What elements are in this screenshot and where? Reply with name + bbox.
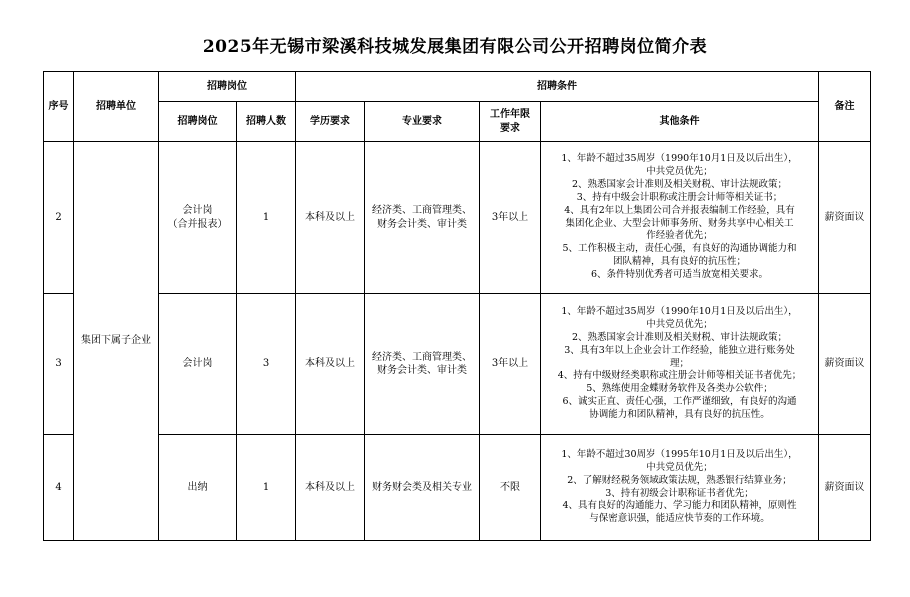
row-major-line1: 经济类、工商管理类、 — [372, 351, 472, 363]
condition-line: 5、熟练使用金蝶财务软件及各类办公软件； — [586, 383, 773, 395]
row-major-line1: 经济类、工商管理类、 — [372, 205, 472, 216]
row-seq: 4 — [44, 435, 74, 541]
header-position: 招聘岗位 — [159, 102, 237, 142]
unit-name: 集团下属子企业 — [74, 142, 159, 541]
header-major: 专业要求 — [365, 102, 480, 142]
condition-line: 3、持有初级会计职称证书者优先； — [605, 487, 754, 499]
condition-line: 中共党员优先； — [646, 319, 713, 331]
row-remarks: 薪资面议 — [819, 142, 871, 294]
row-position-line1: 会计岗 — [182, 205, 213, 216]
row-position — [159, 435, 237, 541]
row-major — [365, 142, 480, 294]
header-experience — [480, 102, 541, 142]
row-position-line1: 出纳 — [187, 481, 208, 493]
condition-line: 2、了解财经税务领域政策法规，熟悉银行结算业务； — [567, 474, 792, 486]
condition-line: 中共党员优先； — [646, 166, 713, 178]
row-remarks: 薪资面议 — [819, 294, 871, 435]
condition-line: 团队精神，具有良好的抗压性； — [612, 255, 746, 267]
condition-line: 4、具有良好的沟通能力、学习能力和团队精神，原则性 — [562, 500, 797, 512]
condition-line: 3、具有3年以上企业会计工作经验，能独立进行账务处 — [564, 344, 795, 356]
header-count: 招聘人数 — [237, 102, 296, 142]
row-position — [159, 294, 237, 435]
row-count: 1 — [237, 435, 296, 541]
condition-line: 集团化企业、大型会计师事务所、财务共享中心相关工 — [565, 217, 794, 229]
condition-line: 4、具有2年以上集团公司合并报表编制工作经验，具有 — [564, 204, 795, 216]
header-other: 其他条件 — [541, 102, 819, 142]
row-remarks: 薪资面议 — [819, 435, 871, 541]
row-conditions — [541, 142, 819, 294]
row-position-line1: 会计岗 — [182, 358, 213, 370]
header-experience-line1: 工作年限 — [490, 109, 530, 120]
row-experience: 3年以上 — [480, 142, 541, 294]
header-row-1 — [44, 72, 871, 102]
header-conditions-group: 招聘条件 — [296, 72, 819, 102]
recruitment-table — [43, 71, 871, 541]
condition-line: 1、年龄不超过30周岁（1995年10月1日及以后出生）， — [561, 449, 798, 461]
row-major — [365, 435, 480, 541]
table-row — [44, 435, 871, 541]
row-major — [365, 294, 480, 435]
row-education: 本科及以上 — [296, 142, 365, 294]
table-row — [44, 142, 871, 294]
condition-line: 4、持有中级财经类职称或注册会计师等相关证书者优先； — [557, 370, 802, 382]
condition-line: 6、条件特别优秀者可适当放宽相关要求。 — [590, 268, 769, 280]
row-count: 3 — [237, 294, 296, 435]
row-experience: 3年以上 — [480, 294, 541, 435]
header-education: 学历要求 — [296, 102, 365, 142]
condition-line: 中共党员优先； — [646, 461, 713, 473]
row-education: 本科及以上 — [296, 294, 365, 435]
condition-line: 5、工作积极主动，责任心强，有良好的沟通协调能力和 — [562, 243, 797, 255]
page-title: 2025年无锡市梁溪科技城发展集团有限公司公开招聘岗位简介表 — [202, 37, 708, 57]
table-row — [44, 294, 871, 435]
condition-line: 1、年龄不超过35周岁（1990年10月1日及以后出生）， — [561, 306, 798, 318]
header-experience-line2: 要求 — [500, 122, 520, 134]
condition-line: 2、熟悉国家会计准则及相关财税、审计法规政策； — [571, 179, 788, 191]
row-major-line1: 财务财会类及相关专业 — [372, 481, 472, 493]
condition-line: 1、年龄不超过35周岁（1990年10月1日及以后出生）， — [561, 153, 798, 165]
condition-line: 2、熟悉国家会计准则及相关财税、审计法规政策； — [571, 331, 788, 343]
condition-line: 3、持有中级会计职称或注册会计师等相关证书； — [576, 191, 783, 203]
header-position-group: 招聘岗位 — [159, 72, 296, 102]
header-remarks: 备注 — [819, 72, 871, 142]
row-seq: 3 — [44, 294, 74, 435]
row-position-line2: （合并报表） — [167, 218, 228, 230]
row-conditions — [541, 435, 819, 541]
row-education: 本科及以上 — [296, 435, 365, 541]
row-seq: 2 — [44, 142, 74, 294]
row-major-line2: 财务会计类、审计类 — [377, 218, 467, 230]
header-row-2 — [44, 102, 871, 142]
row-position — [159, 142, 237, 294]
row-experience: 不限 — [480, 435, 541, 541]
condition-line: 理； — [669, 357, 689, 369]
header-unit: 招聘单位 — [74, 72, 159, 142]
row-major-line2: 财务会计类、审计类 — [377, 365, 467, 376]
row-conditions — [541, 294, 819, 435]
row-count: 1 — [237, 142, 296, 294]
condition-line: 作经验者优先； — [646, 230, 713, 242]
condition-line: 协调能力和团队精神，具有良好的抗压性。 — [589, 408, 770, 420]
header-seq: 序号 — [44, 72, 74, 142]
condition-line: 与保密意识强，能适应快节奏的工作环境。 — [589, 513, 770, 525]
condition-line: 6、诚实正直、责任心强，工作严谨细致，有良好的沟通 — [562, 396, 797, 408]
